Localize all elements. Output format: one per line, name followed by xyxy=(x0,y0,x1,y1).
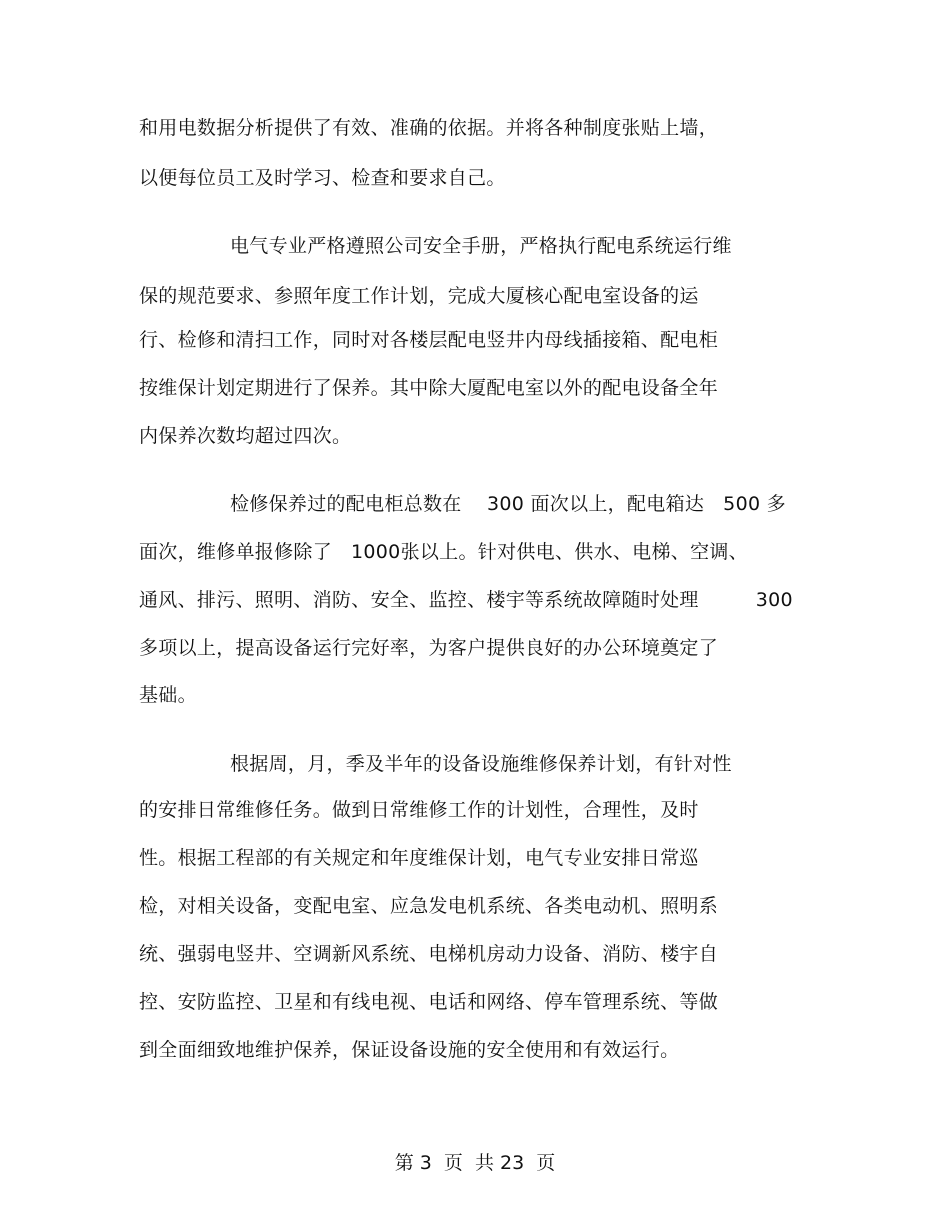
paragraph-2-line-5: 内保养次数均超过四次。 xyxy=(139,425,352,447)
paragraph-3-line-5: 基础。 xyxy=(139,684,197,706)
paragraph-4-line-6: 控、安防监控、卫星和有线电视、电话和网络、停车管理系统、等做 xyxy=(139,991,719,1013)
paragraph-1-line-1: 和用电数据分析提供了有效、准确的依据。并将各种制度张贴上墙， xyxy=(139,117,719,139)
paragraph-4-line-3: 性。根据工程部的有关规定和年度维保计划，电气专业安排日常巡 xyxy=(139,847,699,869)
paragraph-3-line-2: 面次，维修单报修除了 1000张以上。针对供电、供水、电梯、空调、 xyxy=(139,541,748,563)
paragraph-4-line-5: 统、强弱电竖井、空调新风系统、电梯机房动力设备、消防、楼宇自 xyxy=(139,943,719,965)
paragraph-4-line-4: 检，对相关设备，变配电室、应急发电机系统、各类电动机、照明系 xyxy=(139,895,719,917)
paragraph-3-line-1: 检修保养过的配电柜总数在 300 面次以上，配电箱达 500 多 xyxy=(230,493,786,515)
paragraph-2-line-3: 行、检修和清扫工作，同时对各楼层配电竖井内母线插接箱、配电柜 xyxy=(139,329,719,351)
paragraph-4-line-7: 到全面细致地维护保养，保证设备设施的安全使用和有效运行。 xyxy=(139,1039,680,1061)
paragraph-2-line-4: 按维保计划定期进行了保养。其中除大厦配电室以外的配电设备全年 xyxy=(139,377,719,399)
paragraph-3-line-4: 多项以上，提高设备运行完好率，为客户提供良好的办公环境奠定了 xyxy=(139,637,719,659)
paragraph-4-line-2: 的安排日常维修任务。做到日常维修工作的计划性，合理性，及时 xyxy=(139,799,699,821)
paragraph-3-line-3: 通风、排污、照明、消防、安全、监控、楼宇等系统故障随时处理 300 xyxy=(139,589,793,611)
page-number-footer: 第 3 页 共 23 页 xyxy=(394,1152,556,1174)
paragraph-4-line-1: 根据周，月，季及半年的设备设施维修保养计划，有针对性 xyxy=(230,753,732,775)
paragraph-2-line-2: 保的规范要求、参照年度工作计划，完成大厦核心配电室设备的运 xyxy=(139,285,699,307)
paragraph-1-line-2: 以便每位员工及时学习、检查和要求自己。 xyxy=(139,167,506,189)
paragraph-2-line-1: 电气专业严格遵照公司安全手册，严格执行配电系统运行维 xyxy=(230,235,732,257)
